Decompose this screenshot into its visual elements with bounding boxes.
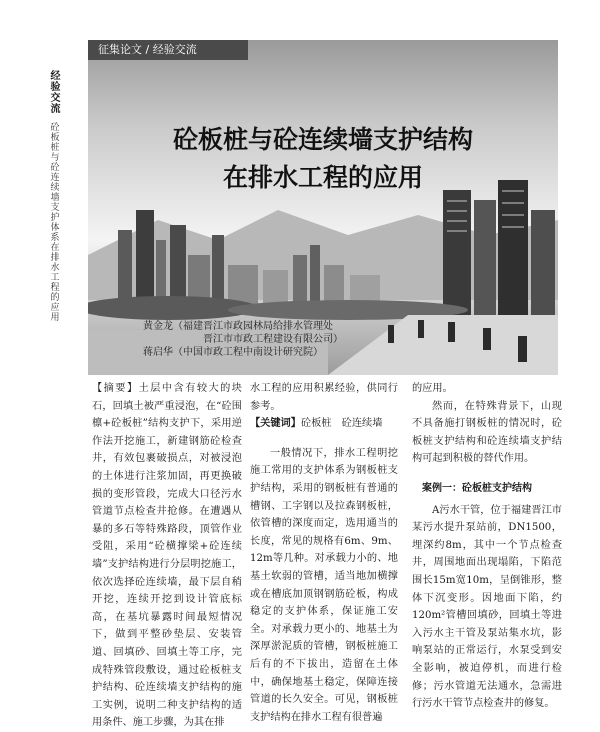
keywords-text: 砼板桩 砼连续墙 <box>300 418 383 430</box>
author-credits <box>143 320 343 359</box>
article-title-line1: 砼板桩与砼连续墙支护结构 <box>172 125 473 154</box>
running-title: 砼板桩与砼连续墙支护体系在排水工程的应用 <box>48 122 59 322</box>
hero-banner <box>88 40 558 375</box>
author-line-1: 黄金龙（福建晋江市政园林局给排水管理处 <box>143 321 333 332</box>
author-line-2: 晋江市市政工程建设有限公司） <box>203 334 343 345</box>
case-paragraph: A污水干管，位于福建晋江市某污水提升泵站前，DN1500，埋深约8m，其中一个节点检查井，周围地面出现塌陷，下陷范围长15m宽10m，呈倒锥形，整体下沉变形。因地面下陷，约120m²管槽回填砂，回填土等进入污水主干管及泵站集水坑，影响泵站的正常运行，水泵受到安全影响，被迫停机，而进行检修；污水管道无法通水，急需进行污水干管节点检查井的修复。 <box>412 504 562 710</box>
article-body <box>92 380 562 729</box>
body-paragraph-2: 然而，在特殊背景下，山现不具备施打钢板桩的情况时，砼板桩支护结构和砼连续墙支护结构可起到积极的替代作用。 <box>412 400 562 465</box>
column-2 <box>250 380 398 726</box>
keywords <box>250 415 398 433</box>
section-header-tag: 征集论文 / 经验交流 <box>88 40 248 60</box>
column-1 <box>92 380 242 732</box>
body-paragraph: 一般情况下，排水工程明挖施工常用的支护体系为钢板桩支护结构，采用的钢板桩有普通的槽钢、工字钢以及拉森钢板桩，依管槽的深度而定，选用通当的长度，常见的规格有6m、9m、12m等几种。对承载力小的、地基土软弱的管槽，适当地加横撑或在槽底加顶钢钢筋砼板，构成稳定的支护体系，保证施工安全。对承载力更小的、地基土为深厚淤泥质的管槽，钢板桩施工后有的不下拔出，造留在土体中，确保地基土稳定，保障连接管道的长久安全。可见，钢板桩支护结构在排水工程有很普遍 <box>250 447 398 723</box>
column-3 <box>412 380 562 713</box>
abstract-ending: 水工程的应用积累经验，供同行参考。 <box>250 383 398 412</box>
case-heading: 案例一：砼板桩支护结构 <box>422 482 532 494</box>
keywords-label: 【关键词】 <box>250 417 301 430</box>
author-line-3: 蒋启华（中国市政工程中南设计研究院） <box>143 347 323 358</box>
section-label: 经验交流 <box>48 70 59 114</box>
body-continuation: 的应用。 <box>412 383 453 394</box>
article-title-line2: 在排水工程的应用 <box>222 163 423 192</box>
vertical-sidebar <box>40 70 66 322</box>
abstract-paragraph: 【摘要】土层中含有较大的块石，回填土被严重浸泡，在“砼围檩+砼板桩”结构支护下，采用逆作法开挖施工，新建钢筋砼检查井，有效包裹破损点，对被浸泡的土体进行注浆加固，再更换破损的变形管段，完成大口径污水管道节点检查井抢修。在遭遇从暴的多石等特殊路段，顶管作业受阻，采用“砼横撑梁+砼连续墙”支护结构进行分层明挖施工，依次选择砼连续墙，最下层自稍开挖，连续开挖到设计管底标高，在基坑暴露时间最短情况下，做到平整砂垫层、安装管道、回填砂、回填土等工序，完成特殊管段敷设，通过砼板桩支护结构、砼连续墙支护结构的施工实例，说明二种支护结构的适用条件、施工步骤，为其在排 <box>92 383 242 729</box>
